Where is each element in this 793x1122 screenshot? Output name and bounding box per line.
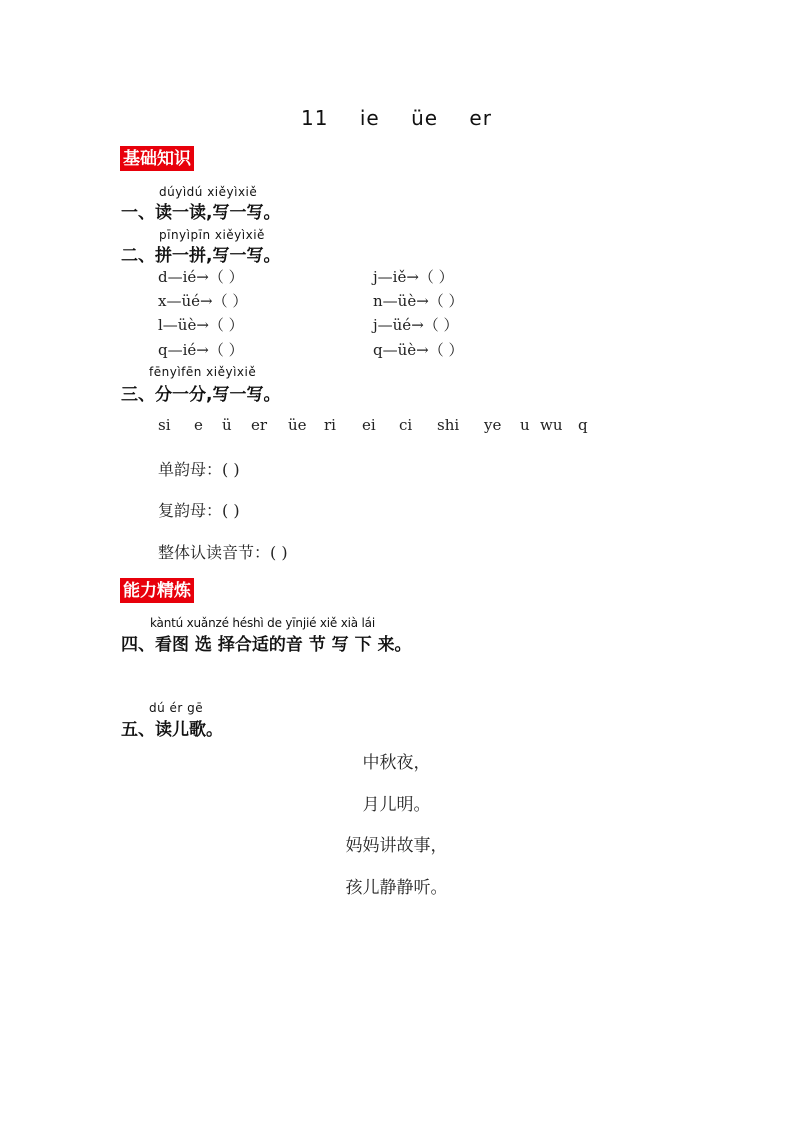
q5-pinyin: dú ér gē — [149, 701, 204, 715]
q2-cell: j—üé→（ ） — [373, 316, 459, 334]
syllable: shi — [437, 416, 460, 434]
syllable: üe — [288, 416, 307, 434]
q2-cell: x—üé→（ ） — [158, 292, 248, 310]
title-part-er: er — [469, 106, 492, 130]
syllable: ye — [484, 416, 502, 434]
poem-line: 孩儿静静听。 — [345, 878, 448, 898]
syllable: u — [520, 416, 530, 434]
whole-syllables-label: 整体认读音节：( ) — [158, 543, 288, 562]
q2-cell: n—üè→（ ） — [373, 292, 464, 310]
q4-heading: 四、看图 选 择合适的音 节 写 下 来。 — [121, 635, 412, 655]
q3-pinyin: fēnyìfēn xiěyìxiě — [149, 365, 257, 379]
page-title — [0, 106, 793, 130]
q3-heading: 三、分一分,写一写。 — [121, 385, 281, 405]
q1-pinyin: dúyìdú xiěyìxiě — [159, 185, 258, 199]
poem-line: 妈妈讲故事， — [345, 836, 448, 856]
title-part-ie: ie — [359, 106, 380, 130]
syllable: si — [158, 416, 171, 434]
syllable: ci — [399, 416, 413, 434]
q1-heading: 一、读一读,写一写。 — [121, 203, 281, 223]
syllable: ei — [362, 416, 376, 434]
q2-heading: 二、拼一拼,写一写。 — [121, 246, 281, 266]
q2-pinyin: pīnyìpīn xiěyìxiě — [159, 228, 265, 242]
q2-cell: l—üè→（ ） — [158, 316, 244, 334]
syllable: q — [578, 416, 588, 434]
syllable: ü — [222, 416, 232, 434]
lesson-number: 11 — [301, 106, 329, 130]
q2-cell: j—iě→（ ） — [373, 268, 454, 286]
section-badge-basic: 基础知识 — [120, 146, 194, 171]
q2-cell: d—ié→（ ） — [158, 268, 244, 286]
syllable: er — [251, 416, 268, 434]
title-part-ue: üe — [411, 106, 439, 130]
single-finals-label: 单韵母：( ) — [158, 460, 240, 479]
q2-cell: q—ié→（ ） — [158, 341, 244, 359]
poem-line: 中秋夜， — [362, 753, 431, 773]
syllable: wu — [540, 416, 563, 434]
poem-line: 月儿明。 — [362, 795, 431, 815]
section-badge-ability: 能力精炼 — [120, 578, 194, 603]
q2-cell: q—üè→（ ） — [373, 341, 464, 359]
q4-pinyin: kàntú xuǎnzé héshì de yīnjié xiě xià lái — [150, 616, 375, 630]
q5-heading: 五、读儿歌。 — [121, 720, 223, 740]
syllable: e — [194, 416, 203, 434]
compound-finals-label: 复韵母：( ) — [158, 501, 240, 520]
syllable: ri — [324, 416, 336, 434]
